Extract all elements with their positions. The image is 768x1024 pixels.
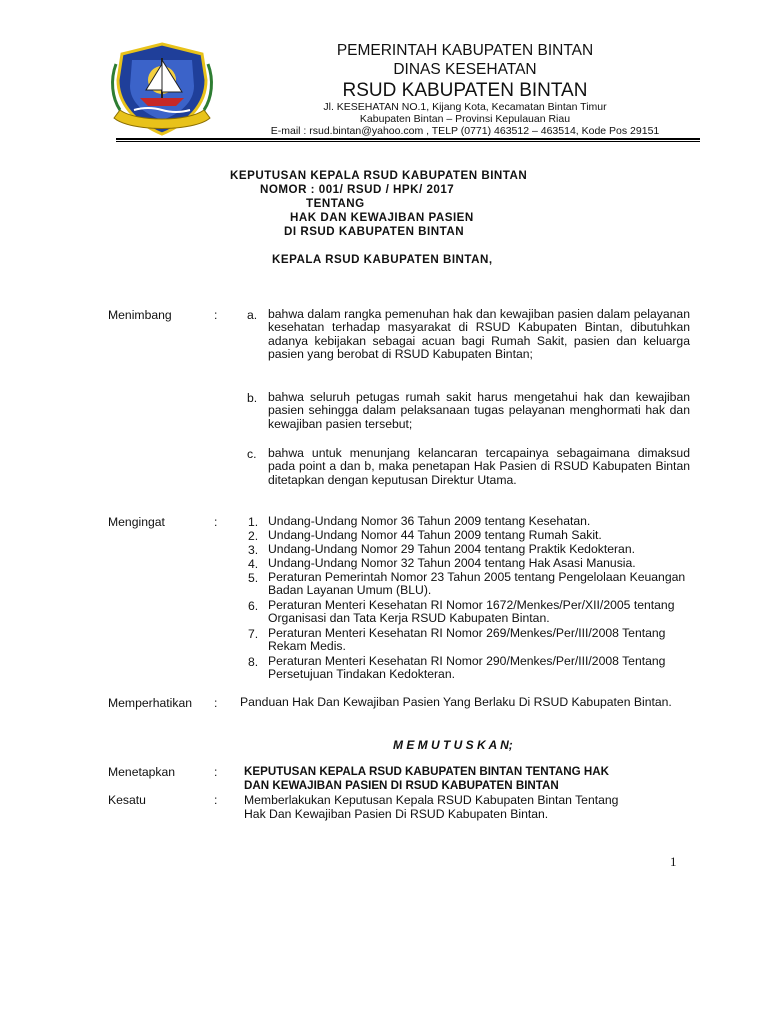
regency-logo <box>108 40 216 140</box>
mengingat-marker-3: 3. <box>248 543 259 557</box>
decree-number: NOMOR : 001/ RSUD / HPK/ 2017 <box>260 183 455 196</box>
letterhead-divider-thin <box>116 141 700 142</box>
decree-title: KEPUTUSAN KEPALA RSUD KABUPATEN BINTAN <box>230 169 528 182</box>
decree-issuer: KEPALA RSUD KABUPATEN BINTAN, <box>272 253 493 266</box>
mengingat-colon: : <box>214 515 218 529</box>
letterhead-divider <box>116 138 700 140</box>
menimbang-label: Menimbang <box>108 308 172 322</box>
page-number: 1 <box>670 854 677 869</box>
mengingat-item-6: Peraturan Menteri Kesehatan RI Nomor 1672/Menkes/Per/XII/2005 tentang Organisasi dan Tata Kerja RSUD Kabupaten Bintan. <box>268 598 675 626</box>
mengingat-marker-7: 7. <box>248 627 259 641</box>
mengingat-marker-4: 4. <box>248 557 259 571</box>
letterhead-province: Kabupaten Bintan – Provinsi Kepulauan Riau <box>359 113 571 125</box>
mengingat-marker-5: 5. <box>248 571 259 585</box>
menimbang-item-c: bahwa untuk menunjang kelancaran tercapainya sebagaimana dimaksud pada point a dan b, maka penetapan Hak Pasien di RSUD Kabupaten Bintan ditetapkan dengan keputusan Direktur Utama. <box>268 446 690 487</box>
decree-location: DI RSUD KABUPATEN BINTAN <box>284 225 465 238</box>
mengingat-item-8: Peraturan Menteri Kesehatan RI Nomor 290/Menkes/Per/III/2008 Tentang Persetujuan Tindakan Kedokteran. <box>268 654 666 682</box>
letterhead-government: PEMERINTAH KABUPATEN BINTAN <box>336 42 594 59</box>
mengingat-marker-2: 2. <box>248 529 259 543</box>
kesatu-line1: Memberlakukan Keputusan Kepala RSUD Kabupaten Bintan Tentang <box>244 793 619 807</box>
mengingat-item-5: Peraturan Pemerintah Nomor 23 Tahun 2005 tentang Pengelolaan Keuangan Badan Layanan Umum (BLU). <box>268 570 686 598</box>
memutuskan-heading: M E M U T U S K A N; <box>393 738 513 752</box>
menimbang-marker-a: a. <box>247 308 258 322</box>
menetapkan-label: Menetapkan <box>108 765 176 779</box>
letterhead-address: Jl. KESEHATAN NO.1, Kijang Kota, Kecamatan Bintan Timur <box>323 101 607 113</box>
menimbang-marker-c: c. <box>247 447 257 461</box>
mengingat-marker-8: 8. <box>248 655 259 669</box>
menimbang-marker-b: b. <box>247 391 258 405</box>
kesatu-label: Kesatu <box>108 793 146 807</box>
menimbang-item-b: bahwa seluruh petugas rumah sakit harus mengetahui hak dan kewajiban pasien sehingga dalam pelaksanaan tugas pelayanan menghormati hak dan kewajiban pasien tersebut; <box>268 390 690 431</box>
letterhead-hospital: RSUD KABUPATEN BINTAN <box>342 80 588 101</box>
menimbang-item-a: bahwa dalam rangka pemenuhan hak dan kewajiban pasien dalam pelayanan kesehatan terhadap masyarakat di RSUD Kabupaten Bintan, dibutuhkan adanya kebijakan sebagai acuan bagi Rumah Sakit, pasien dan keluarga pasien yang berobat di RSUD Kabupaten Bintan; <box>268 307 690 361</box>
letterhead-agency: DINAS KESEHATAN <box>393 61 537 78</box>
memperhatikan-label: Memperhatikan <box>108 696 192 710</box>
mengingat-item-4: Undang-Undang Nomor 32 Tahun 2004 tentang Hak Asasi Manusia. <box>268 556 636 570</box>
mengingat-item-2: Undang-Undang Nomor 44 Tahun 2009 tentang Rumah Sakit. <box>268 528 602 542</box>
mengingat-label: Mengingat <box>108 515 165 529</box>
mengingat-marker-6: 6. <box>248 599 259 613</box>
kesatu-colon: : <box>214 793 218 807</box>
decree-subject: HAK DAN KEWAJIBAN PASIEN <box>290 211 474 224</box>
menetapkan-line2: DAN KEWAJIBAN PASIEN DI RSUD KABUPATEN BINTAN <box>244 779 559 792</box>
mengingat-item-1: Undang-Undang Nomor 36 Tahun 2009 tentang Kesehatan. <box>268 514 591 528</box>
kesatu-line2: Hak Dan Kewajiban Pasien Di RSUD Kabupaten Bintan. <box>244 807 549 821</box>
memperhatikan-text: Panduan Hak Dan Kewajiban Pasien Yang Berlaku Di RSUD Kabupaten Bintan. <box>240 695 672 709</box>
mengingat-marker-1: 1. <box>248 515 259 529</box>
letterhead-contact: E-mail : rsud.bintan@yahoo.com , TELP (0771) 463512 – 463514, Kode Pos 29151 <box>270 125 660 137</box>
mengingat-item-7: Peraturan Menteri Kesehatan RI Nomor 269/Menkes/Per/III/2008 Tentang Rekam Medis. <box>268 626 666 654</box>
menetapkan-line1: KEPUTUSAN KEPALA RSUD KABUPATEN BINTAN TENTANG HAK <box>244 765 609 778</box>
menetapkan-colon: : <box>214 765 218 779</box>
decree-about: TENTANG <box>306 197 365 210</box>
mengingat-item-3: Undang-Undang Nomor 29 Tahun 2004 tentang Praktik Kedokteran. <box>268 542 635 556</box>
menimbang-colon: : <box>214 308 218 322</box>
memperhatikan-colon: : <box>214 696 218 710</box>
